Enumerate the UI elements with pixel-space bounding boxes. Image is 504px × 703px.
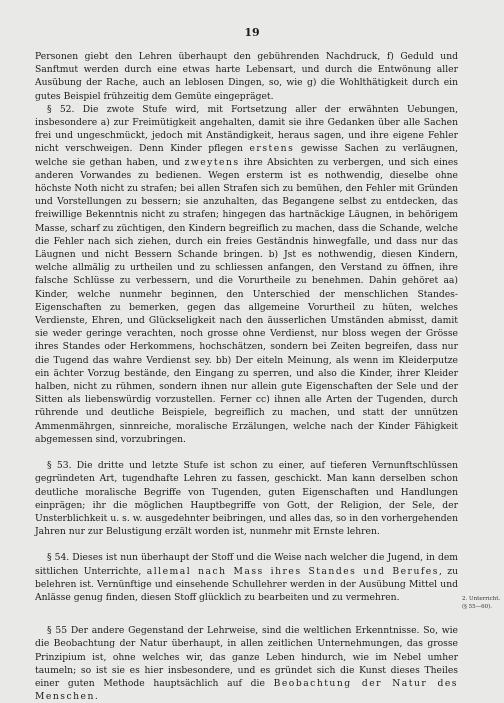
spaced-emphasis: Beobachtung der Natur des Menschen — [35, 677, 458, 703]
text-run: § 54. Dieses ist nun überhaupt der Stoff und die Weise nach welcher die Jugend, in dem sittlichen Unterrichte, — [35, 552, 458, 577]
text-run: § 52. Die zwote Stufe wird, mit Fortsetzung aller der erwähnten Uebungen, insbesondere a) zur Freimütigkeit angehalten, damit sie ihre Gedanken über alle Sachen frei und ungeschmückt, jedoch mit Anständigkeit, heraus sagen, und ihre eigene Fehler nicht verschweigen. Denn Kinder pflegen — [35, 103, 458, 155]
text-run: Personen giebt den Lehren überhaupt den gebührenden Nachdruck, f) Geduld und Sanftmut werden durch eine etwas harte Lebensart, und durch die Entwönung aller Ausübung der Rache, auch an leblosen Dingen, so, wie g) die Wohlthätigkeit durch ein gutes Beispiel frühzeitig dem Gemüte eingepräget. — [35, 51, 458, 102]
paragraph-section-52 — [35, 103, 458, 446]
spaced-emphasis: zweytens — [184, 156, 240, 168]
text-run: gewisse Sachen zu verläugnen, welche sie gethan haben, und — [35, 143, 458, 168]
margin-note: 2. Unterricht. (§ 55—60). — [462, 596, 501, 610]
text-run: , zu belehren ist. Vernünftige und einsehende Schullehrer werden in der Ausübung Mittel und Anlässe genug finden, diesen Stoff glücklich zu bearbeiten und zu vermehren. — [35, 565, 459, 603]
text-run: § 55 Der andere Gegenstand der Lehrweise, sind die weltlichen Erkenntnisse. So, wie die Beobachtung der Natur überhaupt, in allen zeitlichen Unternehmungen, das grosse Prinzipium ist, ohne welches wir, das ganze Leben hindurch, wie im Nebel umher taumeln; so ist sie es hier insbesondere, und es gründet sich die Kunst dieses Theiles einer guten Methode hauptsächlich auf die — [35, 625, 458, 689]
paragraph-continuation — [35, 50, 458, 103]
page-number: 19 — [244, 26, 260, 39]
paragraph-section-53 — [35, 459, 458, 538]
body-text — [35, 50, 458, 703]
text-run: § 53. Die dritte und letzte Stufe ist schon zu einer, auf tieferen Vernunftschlüssen gegründeten Art, tugendhafte Lehren zu fassen, geschickt. Man kann derselben schon deutliche moralische Begriffe von Tugenden, guten Eigenschaften und Handlungen einprägen; ihr die möglichen Hauptbegriffe von Gott, der Religion, der Sele, der Unsterblichkeit u. s. w. ausgedehnter beibringen, und alles das, so in den vorhergehenden Jahren nur zur Belustigung erzält worden ist, nunmehr mit Ernste lehren. — [35, 460, 458, 538]
paragraph-section-54 — [35, 551, 458, 604]
paragraph-section-55 — [35, 624, 458, 703]
spaced-emphasis: allemal nach Mass ihres Standes und Berufes — [146, 565, 439, 577]
text-run: . — [94, 691, 98, 703]
spaced-emphasis: erstens — [249, 143, 295, 155]
text-run: ihre Absichten zu verbergen, und sich eines anderen Vorwandes zu bedienen. Wegen ersterm ist es nothwendig, dieselbe ohne höchste Noth nicht zu strafen; bei allen Strafen sich zu bemühen, den Fehler mit Gründen und Vorstellungen zu bessern; sie anzuhalten, das Begangene selbst zu entdecken, das freiwillige Bekenntnis nicht zu strafen; hingegen das hartnäckige Läugnen, in behörigem Masse, scharf zu züchtigen, den Kindern begreiflich zu machen, dass die Schande, welche die Fehler nach sich ziehen, durch ein freies Geständnis hinwegfalle, und dass nur das Läugnen und nicht Bessern Schande bringen. b) Jst es nothwendig, diesen Kindern, welche allmälig zu urtheilen und zu schliessen anfangen, den Verstand zu öffnen, ihre falsche Schlüsse zu verbessern, und die Vorurtheile zu benehmen. Dahin gehöret aa) Kinder, welche nunmehr beginnen, den Unterschied der menschlichen Standes-Eigenschaften zu bemerken, gegen das allgemeine Vorurtheil zu hüten, welches Verdienste, Ehren, und Glückseligkeit nach den äusserlichen Umständen abmisst, damit sie weder geringe verachten, noch grosse ohne Verdienst, nur bloss wegen der Grösse ihres Standes oder Herkommens, hochschätzen, sondern bei Zeiten begreifen, dass nur die Tugend das wahre Verdienst sey. bb) Der eiteln Meinung, als wenn im Kleiderputze ein ächter Vorzug bestände, den Eingang zu sperren, und also die Kinder, ihrer Kleider halben, nicht zu rühmen, sondern ihnen nur allein gute Eigenschaften der Sele und der Sitten als liebenswürdig vorzustellen. Ferner cc) ihnen alle Arten der Tugenden, durch rührende und deutliche Beispiele, begreiflich zu machen, und statt der unnützen Ammenmährgen, sinnreiche, moralische Erzälungen, welche nach der Kinder Fähigkeit abgemessen sind, vorzubringen. — [35, 156, 458, 445]
